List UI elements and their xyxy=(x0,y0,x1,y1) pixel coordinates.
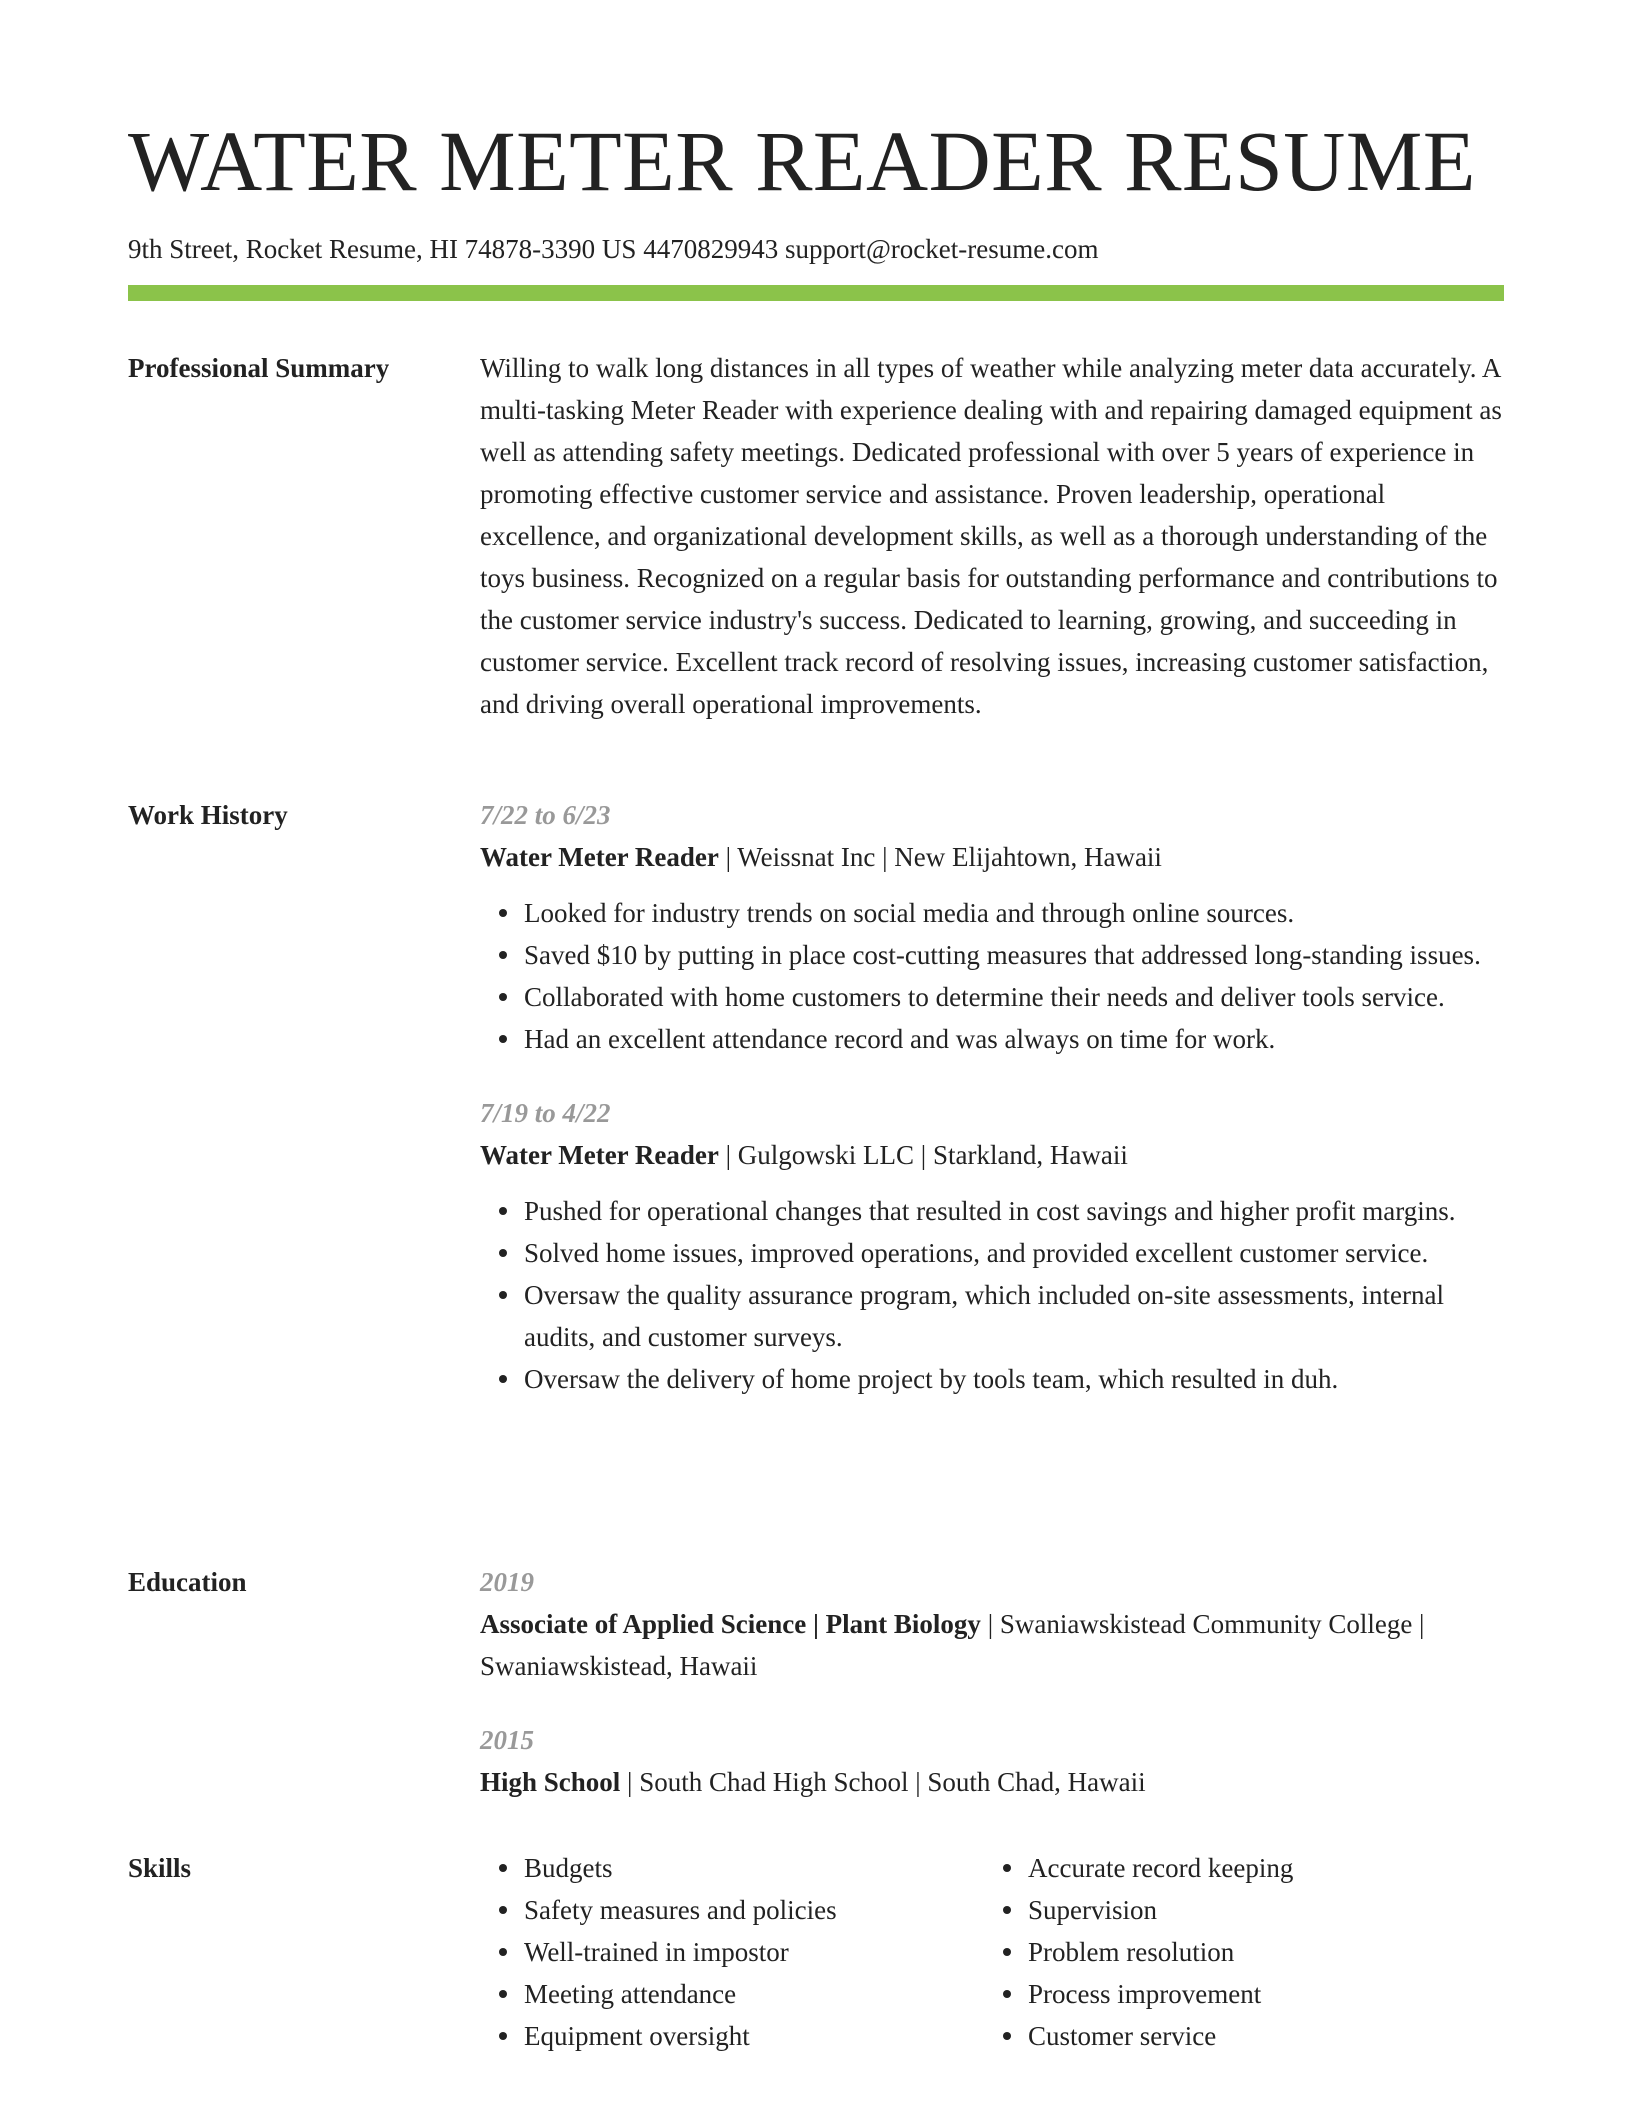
skill-item: Meeting attendance xyxy=(524,1973,984,2015)
skills-column-right xyxy=(984,1847,1488,2057)
job-duty: Oversaw the delivery of home project by tools team, which resulted in duh. xyxy=(524,1358,1504,1400)
job-role-line xyxy=(480,836,1504,878)
work-history-heading: Work History xyxy=(128,800,288,830)
skill-item: Customer service xyxy=(1028,2015,1488,2057)
education-year: 2019 xyxy=(480,1567,534,1597)
skill-item: Equipment oversight xyxy=(524,2015,984,2057)
summary-text: Willing to walk long distances in all types of weather while analyzing meter data accurately. A multi-tasking Meter Reader with experience dealing with and repairing damaged equipment as well as attending safety meetings. Dedicated professional with over 5 years of experience in promoting effective customer service and assistance. Proven leadership, operational excellence, and organizational development skills, as well as a thorough understanding of the toys business. Recognized on a regular basis for outstanding performance and contributions to the customer service industry's success. Dedicated to learning, growing, and succeeding in customer service. Excellent track record of resolving issues, increasing customer satisfaction, and driving overall operational improvements. xyxy=(480,353,1502,719)
job-duties-list xyxy=(480,1190,1504,1400)
contact-info: 9th Street, Rocket Resume, HI 74878-3390 US 4470829943 support@rocket-resume.com xyxy=(128,234,1099,264)
education-year: 2015 xyxy=(480,1725,534,1755)
skill-item: Well-trained in impostor xyxy=(524,1931,984,1973)
skill-item: Budgets xyxy=(524,1847,984,1889)
skill-item: Accurate record keeping xyxy=(1028,1847,1488,1889)
header-divider xyxy=(128,285,1504,301)
job-entry xyxy=(480,1092,1504,1400)
skills-list-right xyxy=(984,1847,1488,2057)
job-title: Water Meter Reader xyxy=(480,1140,719,1170)
job-company-location: | Gulgowski LLC | Starkland, Hawaii xyxy=(718,1140,1128,1170)
job-entry xyxy=(480,794,1504,1060)
job-duty: Saved $10 by putting in place cost-cutting measures that addressed long-standing issues. xyxy=(524,934,1504,976)
education-heading: Education xyxy=(128,1567,247,1597)
skills-list-left xyxy=(480,1847,984,2057)
job-duty: Solved home issues, improved operations, and provided excellent customer service. xyxy=(524,1232,1504,1274)
skills-heading: Skills xyxy=(128,1853,192,1883)
skill-item: Process improvement xyxy=(1028,1973,1488,2015)
education-school: | South Chad High School | South Chad, Hawaii xyxy=(620,1767,1146,1797)
education-degree: Associate of Applied Science | Plant Biology xyxy=(480,1609,981,1639)
skills-columns xyxy=(480,1847,1504,2057)
job-duty: Had an excellent attendance record and was always on time for work. xyxy=(524,1018,1504,1060)
job-duties-list xyxy=(480,892,1504,1060)
skills-column-left xyxy=(480,1847,984,2057)
resume-title: WATER METER READER RESUME xyxy=(128,113,1476,209)
job-role-line xyxy=(480,1134,1504,1176)
job-company-location: | Weissnat Inc | New Elijahtown, Hawaii xyxy=(718,842,1162,872)
job-duty: Collaborated with home customers to determine their needs and deliver tools service. xyxy=(524,976,1504,1018)
education-school: | Swaniawskistead Community College | Swaniawskistead, Hawaii xyxy=(480,1609,1425,1681)
education-entry xyxy=(480,1561,1504,1687)
job-duty: Looked for industry trends on social media and through online sources. xyxy=(524,892,1504,934)
skill-item: Supervision xyxy=(1028,1889,1488,1931)
education-entry xyxy=(480,1719,1504,1803)
job-title: Water Meter Reader xyxy=(480,842,719,872)
job-duty: Pushed for operational changes that resulted in cost savings and higher profit margins. xyxy=(524,1190,1504,1232)
job-dates: 7/19 to 4/22 xyxy=(480,1098,611,1128)
education-line xyxy=(480,1761,1504,1803)
skill-item: Safety measures and policies xyxy=(524,1889,984,1931)
job-dates: 7/22 to 6/23 xyxy=(480,800,611,830)
education-degree: High School xyxy=(480,1767,621,1797)
summary-heading: Professional Summary xyxy=(128,353,390,383)
skill-item: Problem resolution xyxy=(1028,1931,1488,1973)
job-duty: Oversaw the quality assurance program, which included on-site assessments, internal audits, and customer surveys. xyxy=(524,1274,1504,1358)
education-line xyxy=(480,1603,1504,1687)
